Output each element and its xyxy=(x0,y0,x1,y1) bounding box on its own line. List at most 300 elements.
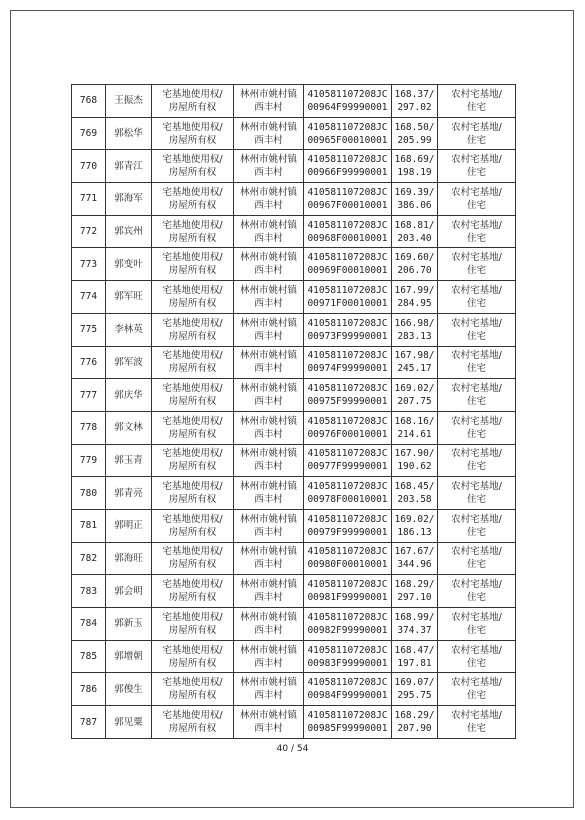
location-cell xyxy=(234,379,304,412)
location: 林州市姚村镇 xyxy=(239,710,297,722)
right-type: 宅基地使用权/ xyxy=(162,252,223,264)
table-row xyxy=(72,313,516,346)
property-code-cell xyxy=(304,248,392,281)
property-code: 410581107208JC xyxy=(307,513,388,525)
land-use-cell xyxy=(438,673,516,706)
right-type: 宅基地使用权/ xyxy=(162,611,223,623)
property-code-cell xyxy=(304,346,392,379)
right-type: 宅基地使用权/ xyxy=(162,383,223,395)
right-type-cell xyxy=(152,313,234,346)
land-use-cell xyxy=(438,608,516,641)
property-code-cell xyxy=(304,313,392,346)
record-index-cell xyxy=(72,150,106,183)
area: 168.99/ xyxy=(394,611,435,623)
land-use-cell xyxy=(438,640,516,673)
location: 西丰村 xyxy=(254,526,283,538)
location-cell xyxy=(234,444,304,477)
land-use: 住宅 xyxy=(466,494,486,506)
owner-name-cell xyxy=(106,673,152,706)
right-type: 房屋所有权 xyxy=(168,199,217,211)
owner-name: 郭青江 xyxy=(114,160,143,172)
area: 245.17 xyxy=(397,363,432,375)
record-index-cell xyxy=(72,575,106,608)
owner-name-cell xyxy=(106,411,152,444)
owner-name: 郭新玉 xyxy=(114,618,143,630)
table-row xyxy=(72,444,516,477)
land-use-cell xyxy=(438,281,516,314)
owner-name: 郭青亮 xyxy=(114,487,143,499)
location: 林州市姚村镇 xyxy=(239,88,297,100)
land-use-cell xyxy=(438,85,516,118)
owner-name-cell xyxy=(106,444,152,477)
right-type: 房屋所有权 xyxy=(168,167,217,179)
location: 林州市姚村镇 xyxy=(239,252,297,264)
area-cell xyxy=(392,706,438,739)
record-index-cell xyxy=(72,183,106,216)
location: 林州市姚村镇 xyxy=(239,317,297,329)
land-use: 农村宅基地/ xyxy=(451,644,502,656)
land-use: 农村宅基地/ xyxy=(451,481,502,493)
location: 西丰村 xyxy=(254,101,283,113)
location: 林州市姚村镇 xyxy=(239,677,297,689)
area: 167.67/ xyxy=(394,546,435,558)
land-use-cell xyxy=(438,509,516,542)
record-index: 768 xyxy=(79,95,98,107)
land-use: 住宅 xyxy=(466,330,486,342)
area: 297.02 xyxy=(397,101,432,113)
owner-name-cell xyxy=(106,640,152,673)
area: 198.19 xyxy=(397,167,432,179)
property-code: 00969F00010001 xyxy=(307,265,388,277)
land-use: 住宅 xyxy=(466,134,486,146)
property-code-cell xyxy=(304,509,392,542)
right-type: 房屋所有权 xyxy=(168,134,217,146)
location: 林州市姚村镇 xyxy=(239,219,297,231)
location: 西丰村 xyxy=(254,232,283,244)
location-cell xyxy=(234,608,304,641)
location: 西丰村 xyxy=(254,428,283,440)
right-type: 宅基地使用权/ xyxy=(162,415,223,427)
area: 168.16/ xyxy=(394,415,435,427)
right-type: 宅基地使用权/ xyxy=(162,644,223,656)
area-cell xyxy=(392,411,438,444)
property-code: 00980F00010001 xyxy=(307,559,388,571)
location: 林州市姚村镇 xyxy=(239,186,297,198)
location-cell xyxy=(234,248,304,281)
records-table xyxy=(71,84,516,739)
record-index: 782 xyxy=(79,552,98,564)
area: 168.37/ xyxy=(394,88,435,100)
property-code: 410581107208JC xyxy=(307,186,388,198)
area-cell xyxy=(392,117,438,150)
property-code-cell xyxy=(304,85,392,118)
property-code: 00967F00010001 xyxy=(307,199,388,211)
owner-name-cell xyxy=(106,346,152,379)
land-use: 农村宅基地/ xyxy=(451,88,502,100)
land-use-cell xyxy=(438,248,516,281)
area: 197.81 xyxy=(397,657,432,669)
property-code-cell xyxy=(304,706,392,739)
property-code: 410581107208JC xyxy=(307,677,388,689)
area: 169.60/ xyxy=(394,252,435,264)
page-number: 40 / 54 xyxy=(276,744,309,754)
property-code: 410581107208JC xyxy=(307,579,388,591)
location-cell xyxy=(234,313,304,346)
location: 西丰村 xyxy=(254,265,283,277)
table-row xyxy=(72,379,516,412)
location-cell xyxy=(234,477,304,510)
area: 168.81/ xyxy=(394,219,435,231)
land-use: 农村宅基地/ xyxy=(451,284,502,296)
land-use-cell xyxy=(438,444,516,477)
land-use: 住宅 xyxy=(466,265,486,277)
record-index: 778 xyxy=(79,422,98,434)
area: 168.45/ xyxy=(394,481,435,493)
right-type-cell xyxy=(152,608,234,641)
location-cell xyxy=(234,509,304,542)
land-use-cell xyxy=(438,411,516,444)
land-use: 住宅 xyxy=(466,461,486,473)
location-cell xyxy=(234,411,304,444)
location: 林州市姚村镇 xyxy=(239,121,297,133)
record-index-cell xyxy=(72,379,106,412)
table-row xyxy=(72,215,516,248)
area-cell xyxy=(392,673,438,706)
owner-name: 郭变叶 xyxy=(114,258,143,270)
location: 西丰村 xyxy=(254,297,283,309)
right-type: 房屋所有权 xyxy=(168,265,217,277)
area: 374.37 xyxy=(397,624,432,636)
record-index-cell xyxy=(72,477,106,510)
table-row xyxy=(72,183,516,216)
location-cell xyxy=(234,117,304,150)
location-cell xyxy=(234,542,304,575)
property-code-cell xyxy=(304,640,392,673)
right-type: 宅基地使用权/ xyxy=(162,284,223,296)
land-use: 住宅 xyxy=(466,167,486,179)
location-cell xyxy=(234,640,304,673)
location: 西丰村 xyxy=(254,461,283,473)
area: 214.61 xyxy=(397,428,432,440)
property-code-cell xyxy=(304,542,392,575)
owner-name-cell xyxy=(106,608,152,641)
location: 林州市姚村镇 xyxy=(239,448,297,460)
record-index-cell xyxy=(72,346,106,379)
property-code-cell xyxy=(304,673,392,706)
owner-name: 郭军旺 xyxy=(114,291,143,303)
record-index: 784 xyxy=(79,618,98,630)
property-code: 410581107208JC xyxy=(307,317,388,329)
right-type: 房屋所有权 xyxy=(168,297,217,309)
land-use: 农村宅基地/ xyxy=(451,513,502,525)
area: 168.29/ xyxy=(394,579,435,591)
right-type-cell xyxy=(152,411,234,444)
land-use: 农村宅基地/ xyxy=(451,546,502,558)
area: 169.02/ xyxy=(394,513,435,525)
property-code: 410581107208JC xyxy=(307,88,388,100)
right-type: 宅基地使用权/ xyxy=(162,710,223,722)
location-cell xyxy=(234,346,304,379)
land-use: 农村宅基地/ xyxy=(451,154,502,166)
area: 203.58 xyxy=(397,494,432,506)
owner-name-cell xyxy=(106,477,152,510)
area-cell xyxy=(392,215,438,248)
area-cell xyxy=(392,281,438,314)
right-type: 宅基地使用权/ xyxy=(162,481,223,493)
record-index-cell xyxy=(72,281,106,314)
land-use-cell xyxy=(438,150,516,183)
area: 386.06 xyxy=(397,199,432,211)
land-use-cell xyxy=(438,215,516,248)
property-code-cell xyxy=(304,117,392,150)
record-index: 770 xyxy=(79,160,98,172)
right-type: 房屋所有权 xyxy=(168,101,217,113)
right-type-cell xyxy=(152,150,234,183)
right-type-cell xyxy=(152,85,234,118)
land-use: 农村宅基地/ xyxy=(451,252,502,264)
property-code: 00981F99990001 xyxy=(307,592,388,604)
area-cell xyxy=(392,313,438,346)
location: 林州市姚村镇 xyxy=(239,513,297,525)
table-row xyxy=(72,640,516,673)
property-code: 00973F99990001 xyxy=(307,330,388,342)
owner-name: 郭会明 xyxy=(114,585,143,597)
owner-name-cell xyxy=(106,281,152,314)
owner-name-cell xyxy=(106,85,152,118)
location: 西丰村 xyxy=(254,559,283,571)
location: 西丰村 xyxy=(254,657,283,669)
location: 林州市姚村镇 xyxy=(239,579,297,591)
property-code: 00971F00010001 xyxy=(307,297,388,309)
record-index-cell xyxy=(72,248,106,281)
property-code-cell xyxy=(304,281,392,314)
location: 西丰村 xyxy=(254,330,283,342)
area: 205.99 xyxy=(397,134,432,146)
right-type: 宅基地使用权/ xyxy=(162,317,223,329)
land-use: 农村宅基地/ xyxy=(451,448,502,460)
area: 283.13 xyxy=(397,330,432,342)
record-index: 774 xyxy=(79,291,98,303)
area: 297.10 xyxy=(397,592,432,604)
property-code: 410581107208JC xyxy=(307,284,388,296)
land-use: 住宅 xyxy=(466,690,486,702)
owner-name: 郭俊生 xyxy=(114,683,143,695)
right-type: 宅基地使用权/ xyxy=(162,579,223,591)
owner-name: 郭明正 xyxy=(114,520,143,532)
area: 168.29/ xyxy=(394,710,435,722)
area-cell xyxy=(392,248,438,281)
owner-name: 郭军波 xyxy=(114,356,143,368)
land-use-cell xyxy=(438,575,516,608)
owner-name-cell xyxy=(106,542,152,575)
land-use-cell xyxy=(438,183,516,216)
land-use: 农村宅基地/ xyxy=(451,677,502,689)
right-type: 房屋所有权 xyxy=(168,624,217,636)
location: 林州市姚村镇 xyxy=(239,350,297,362)
record-index: 786 xyxy=(79,683,98,695)
location: 西丰村 xyxy=(254,199,283,211)
area: 166.98/ xyxy=(394,317,435,329)
property-code: 410581107208JC xyxy=(307,611,388,623)
right-type: 房屋所有权 xyxy=(168,461,217,473)
table-row xyxy=(72,608,516,641)
property-code: 410581107208JC xyxy=(307,219,388,231)
owner-name-cell xyxy=(106,248,152,281)
right-type-cell xyxy=(152,444,234,477)
land-use: 农村宅基地/ xyxy=(451,383,502,395)
owner-name-cell xyxy=(106,575,152,608)
area-cell xyxy=(392,477,438,510)
property-code: 00984F99990001 xyxy=(307,690,388,702)
location: 西丰村 xyxy=(254,494,283,506)
owner-name: 郭松华 xyxy=(114,128,143,140)
record-index: 772 xyxy=(79,226,98,238)
location: 西丰村 xyxy=(254,167,283,179)
property-code-cell xyxy=(304,379,392,412)
area: 168.69/ xyxy=(394,154,435,166)
area-cell xyxy=(392,183,438,216)
location-cell xyxy=(234,673,304,706)
record-index: 785 xyxy=(79,651,98,663)
right-type-cell xyxy=(152,183,234,216)
property-code: 410581107208JC xyxy=(307,350,388,362)
owner-name-cell xyxy=(106,183,152,216)
owner-name-cell xyxy=(106,706,152,739)
land-use-cell xyxy=(438,542,516,575)
table-row xyxy=(72,150,516,183)
record-index-cell xyxy=(72,411,106,444)
area: 190.62 xyxy=(397,461,432,473)
table-row xyxy=(72,281,516,314)
location: 西丰村 xyxy=(254,363,283,375)
table-row xyxy=(72,542,516,575)
land-use: 住宅 xyxy=(466,723,486,735)
right-type-cell xyxy=(152,575,234,608)
property-code: 410581107208JC xyxy=(307,710,388,722)
land-use: 农村宅基地/ xyxy=(451,121,502,133)
land-use: 住宅 xyxy=(466,297,486,309)
property-code: 00983F99990001 xyxy=(307,657,388,669)
right-type-cell xyxy=(152,509,234,542)
record-index: 787 xyxy=(79,716,98,728)
right-type-cell xyxy=(152,215,234,248)
area: 169.07/ xyxy=(394,677,435,689)
owner-name: 郭玉青 xyxy=(114,454,143,466)
location-cell xyxy=(234,215,304,248)
land-use: 农村宅基地/ xyxy=(451,611,502,623)
table-row xyxy=(72,117,516,150)
property-code-cell xyxy=(304,444,392,477)
right-type-cell xyxy=(152,379,234,412)
record-index-cell xyxy=(72,117,106,150)
land-use: 住宅 xyxy=(466,526,486,538)
land-use-cell xyxy=(438,706,516,739)
right-type: 宅基地使用权/ xyxy=(162,219,223,231)
location-cell xyxy=(234,706,304,739)
records-body xyxy=(72,85,516,739)
right-type: 宅基地使用权/ xyxy=(162,186,223,198)
record-index-cell xyxy=(72,444,106,477)
area: 168.47/ xyxy=(394,644,435,656)
location: 西丰村 xyxy=(254,592,283,604)
right-type: 房屋所有权 xyxy=(168,723,217,735)
property-code: 00985F99990001 xyxy=(307,723,388,735)
land-use: 住宅 xyxy=(466,624,486,636)
location: 林州市姚村镇 xyxy=(239,284,297,296)
land-use: 农村宅基地/ xyxy=(451,317,502,329)
area: 167.99/ xyxy=(394,284,435,296)
table-row xyxy=(72,346,516,379)
property-code: 410581107208JC xyxy=(307,448,388,460)
record-index-cell xyxy=(72,640,106,673)
record-index: 780 xyxy=(79,487,98,499)
location: 林州市姚村镇 xyxy=(239,644,297,656)
property-code: 00982F99990001 xyxy=(307,624,388,636)
owner-name-cell xyxy=(106,509,152,542)
property-code: 00977F99990001 xyxy=(307,461,388,473)
area-cell xyxy=(392,575,438,608)
right-type: 房屋所有权 xyxy=(168,657,217,669)
record-index: 781 xyxy=(79,520,98,532)
right-type: 房屋所有权 xyxy=(168,559,217,571)
land-use: 农村宅基地/ xyxy=(451,710,502,722)
right-type: 房屋所有权 xyxy=(168,494,217,506)
location: 西丰村 xyxy=(254,690,283,702)
right-type: 宅基地使用权/ xyxy=(162,121,223,133)
right-type: 宅基地使用权/ xyxy=(162,546,223,558)
area: 169.02/ xyxy=(394,383,435,395)
area-cell xyxy=(392,444,438,477)
owner-name: 王振杰 xyxy=(114,95,143,107)
record-index: 777 xyxy=(79,389,98,401)
area: 344.96 xyxy=(397,559,432,571)
table-row xyxy=(72,575,516,608)
area: 186.13 xyxy=(397,526,432,538)
property-code-cell xyxy=(304,575,392,608)
property-code: 00964F99990001 xyxy=(307,101,388,113)
land-use: 农村宅基地/ xyxy=(451,219,502,231)
right-type-cell xyxy=(152,346,234,379)
area: 207.75 xyxy=(397,396,432,408)
record-index: 775 xyxy=(79,324,98,336)
area-cell xyxy=(392,346,438,379)
property-code: 00976F00010001 xyxy=(307,428,388,440)
right-type: 宅基地使用权/ xyxy=(162,448,223,460)
location: 林州市姚村镇 xyxy=(239,481,297,493)
location: 林州市姚村镇 xyxy=(239,546,297,558)
owner-name-cell xyxy=(106,117,152,150)
land-use: 住宅 xyxy=(466,428,486,440)
owner-name-cell xyxy=(106,379,152,412)
record-index-cell xyxy=(72,706,106,739)
area-cell xyxy=(392,379,438,412)
record-index-cell xyxy=(72,608,106,641)
area: 206.70 xyxy=(397,265,432,277)
property-code-cell xyxy=(304,608,392,641)
right-type: 房屋所有权 xyxy=(168,330,217,342)
table-row xyxy=(72,248,516,281)
owner-name-cell xyxy=(106,215,152,248)
land-use: 住宅 xyxy=(466,592,486,604)
record-index: 779 xyxy=(79,454,98,466)
record-index: 783 xyxy=(79,585,98,597)
land-use-cell xyxy=(438,346,516,379)
owner-name: 郭庆华 xyxy=(114,389,143,401)
right-type-cell xyxy=(152,117,234,150)
right-type: 房屋所有权 xyxy=(168,363,217,375)
owner-name: 郭宾州 xyxy=(114,226,143,238)
right-type-cell xyxy=(152,542,234,575)
